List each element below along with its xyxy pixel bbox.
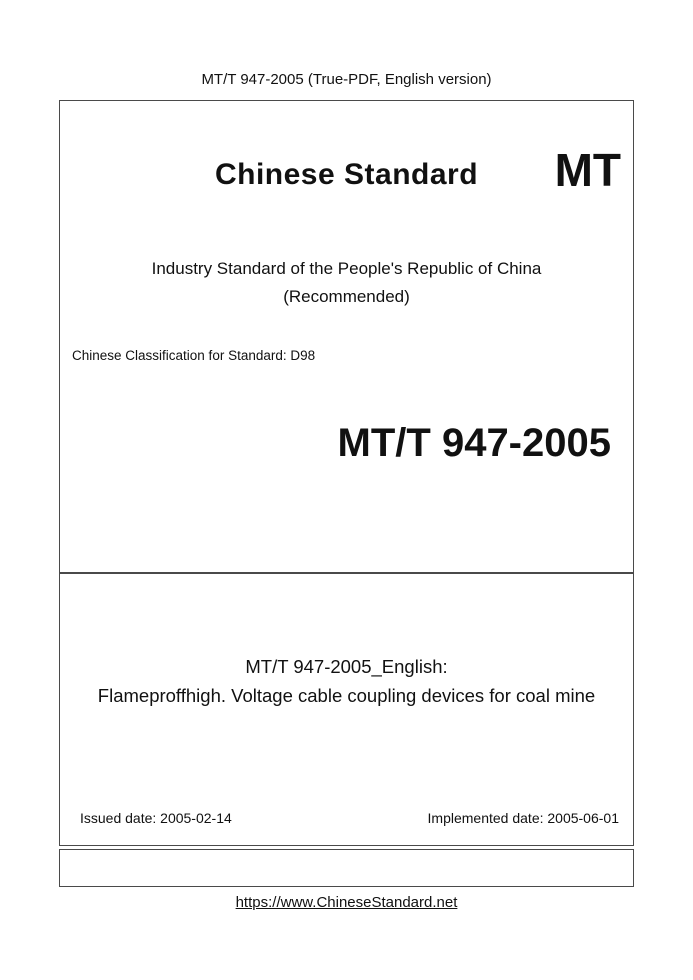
website-link[interactable]: https://www.ChineseStandard.net: [235, 894, 458, 911]
implemented-date: Implemented date: 2005-06-01: [427, 810, 619, 826]
standard-type-line: Industry Standard of the People's Republic of China: [151, 259, 542, 278]
cover-box: [59, 100, 634, 846]
cover-top-section: [60, 101, 633, 573]
brand-title: Chinese Standard: [214, 158, 479, 191]
brand-code: MT: [554, 144, 621, 196]
issued-date: Issued date: 2005-02-14: [80, 810, 232, 826]
page-footer: [0, 894, 693, 911]
document-header: MT/T 947-2005 (True-PDF, English version): [201, 71, 492, 88]
english-title-line2: Flameproffhigh. Voltage cable coupling devices for coal mine: [97, 685, 596, 706]
classification-label: Chinese Classification for Standard: D98: [72, 348, 316, 363]
english-title-line1: MT/T 947-2005_English:: [245, 656, 448, 677]
cover-bottom-section: [60, 573, 633, 845]
empty-footer-box: [59, 849, 634, 887]
standard-number: MT/T 947-2005: [337, 421, 611, 465]
recommended-label: (Recommended): [283, 287, 410, 306]
